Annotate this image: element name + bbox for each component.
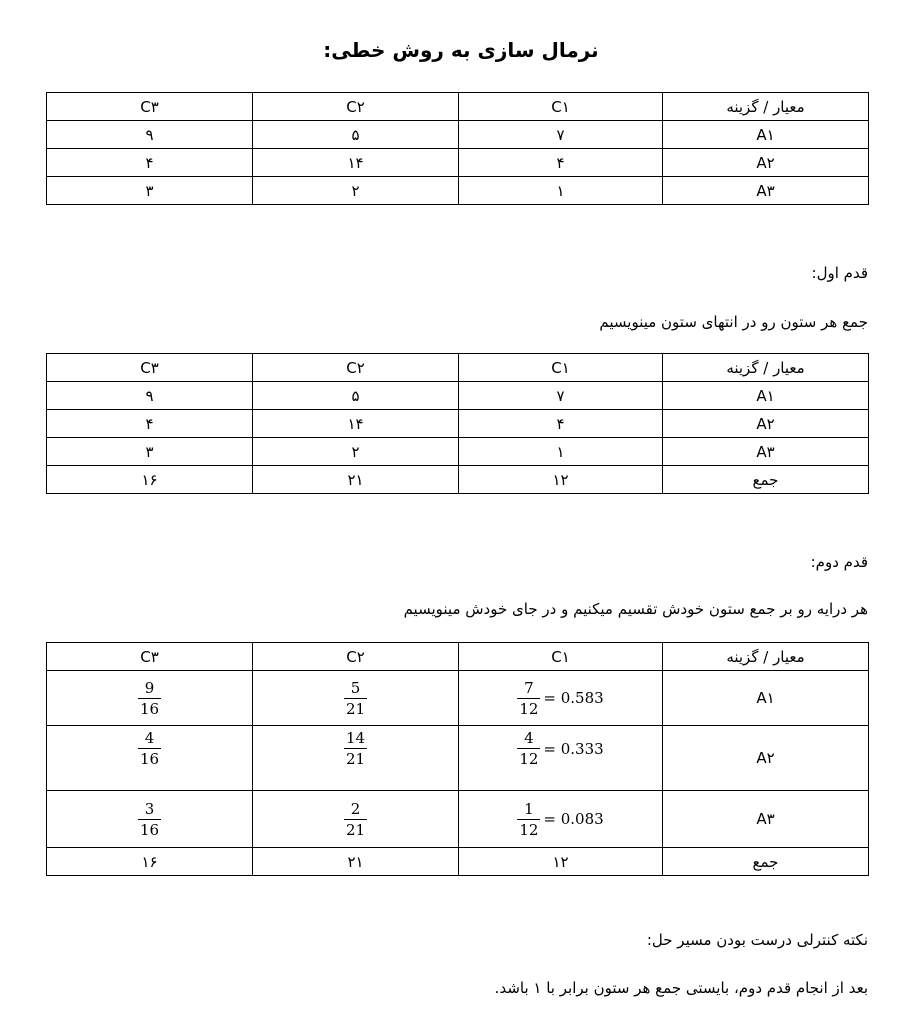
- fraction: [138, 678, 161, 719]
- header-c1: C۱: [459, 643, 663, 671]
- header-criteria-option: معیار / گزینه: [663, 93, 869, 121]
- values-table: [46, 92, 869, 205]
- row-label: A۲: [663, 149, 869, 177]
- table-row: [47, 791, 869, 848]
- header-c1: C۱: [459, 354, 663, 382]
- table-row: [47, 726, 869, 791]
- table-row: [47, 438, 869, 466]
- fraction: [344, 678, 367, 719]
- row-label: A۱: [663, 121, 869, 149]
- table-row: [47, 671, 869, 726]
- sum-row: [47, 466, 869, 494]
- table-header-row: [47, 643, 869, 671]
- cell-c1: [459, 726, 663, 791]
- cell-c1: ۷: [459, 382, 663, 410]
- row-label: A۳: [663, 438, 869, 466]
- denominator: 16: [139, 750, 160, 768]
- header-c3: C۳: [47, 354, 253, 382]
- row-label: A۲: [663, 410, 869, 438]
- cell-c3: [47, 791, 253, 848]
- cell-c2: ۱۴: [253, 410, 459, 438]
- cell-c3: ۱۶: [47, 466, 253, 494]
- numerator: 5: [344, 678, 367, 699]
- cell-c2: ۲: [253, 177, 459, 205]
- fraction: [517, 678, 540, 719]
- cell-c3: ۴: [47, 149, 253, 177]
- header-c3: C۳: [47, 93, 253, 121]
- cell-c2: ۱۴: [253, 149, 459, 177]
- step1-heading: قدم اول:: [811, 264, 868, 282]
- cell-c1: ۴: [459, 410, 663, 438]
- numerator: 3: [138, 799, 161, 820]
- table-row: [47, 177, 869, 205]
- cell-c2: ۵: [253, 382, 459, 410]
- table-row: [47, 149, 869, 177]
- table-row: [47, 382, 869, 410]
- denominator: 21: [345, 699, 366, 718]
- cell-c3: [47, 726, 253, 791]
- fraction: [344, 728, 367, 769]
- step2-text: هر درایه رو بر جمع ستون خودش تقسیم میکنیم و در جای خودش مینویسیم: [403, 600, 868, 618]
- fraction: [138, 728, 161, 769]
- numerator: 4: [138, 728, 161, 749]
- cell-c3: ۹: [47, 382, 253, 410]
- header-criteria-option: معیار / گزینه: [663, 643, 869, 671]
- fraction: [517, 728, 540, 769]
- cell-c2: [253, 726, 459, 791]
- step2-heading: قدم دوم:: [810, 553, 868, 571]
- row-label: A۳: [663, 177, 869, 205]
- row-label: جمع: [663, 848, 869, 876]
- cell-c3: ۴: [47, 410, 253, 438]
- row-label: A۲: [663, 726, 869, 791]
- row-label: A۱: [663, 671, 869, 726]
- denominator: 12: [519, 699, 539, 718]
- values-with-sum-table: [46, 353, 869, 494]
- header-c2: C۲: [253, 93, 459, 121]
- cell-c1: ۱۲: [459, 466, 663, 494]
- cell-c1: ۱: [459, 177, 663, 205]
- decimal-value: = 0.333: [543, 739, 604, 758]
- denominator: 12: [519, 750, 539, 768]
- note-text: بعد از انجام قدم دوم، بایستی جمع هر ستون برابر با ۱ باشد.: [494, 979, 868, 997]
- cell-c1: ۱: [459, 438, 663, 466]
- cell-c2: ۲۱: [253, 848, 459, 876]
- cell-c3: [47, 671, 253, 726]
- cell-c3: ۳: [47, 438, 253, 466]
- sum-row: [47, 848, 869, 876]
- fraction: [138, 799, 161, 840]
- normalized-table: [46, 642, 869, 876]
- row-label: A۳: [663, 791, 869, 848]
- denominator: 16: [139, 699, 160, 718]
- numerator: 7: [517, 678, 540, 699]
- decimal-value: = 0.083: [543, 810, 604, 828]
- numerator: 9: [138, 678, 161, 699]
- table-header-row: [47, 354, 869, 382]
- cell-c1: ۷: [459, 121, 663, 149]
- denominator: 21: [345, 750, 366, 768]
- cell-c1: [459, 791, 663, 848]
- table-header-row: [47, 93, 869, 121]
- header-c3: C۳: [47, 643, 253, 671]
- header-c2: C۲: [253, 643, 459, 671]
- table-row: [47, 410, 869, 438]
- note-heading: نکته کنترلی درست بودن مسیر حل:: [646, 931, 868, 949]
- fraction: [344, 799, 367, 840]
- cell-c1: ۱۲: [459, 848, 663, 876]
- denominator: 16: [139, 820, 160, 839]
- denominator: 21: [345, 820, 366, 839]
- row-label: A۱: [663, 382, 869, 410]
- cell-c2: ۲۱: [253, 466, 459, 494]
- page-title: نرمال سازی به روش خطی:: [323, 38, 599, 62]
- header-c2: C۲: [253, 354, 459, 382]
- fraction: [517, 799, 540, 840]
- numerator: 4: [517, 728, 540, 749]
- denominator: 12: [519, 820, 539, 839]
- numerator: 1: [517, 799, 540, 820]
- cell-c3: ۹: [47, 121, 253, 149]
- header-c1: C۱: [459, 93, 663, 121]
- numerator: 2: [344, 799, 367, 820]
- cell-c3: ۱۶: [47, 848, 253, 876]
- step1-text: جمع هر ستون رو در انتهای ستون مینویسیم: [599, 313, 868, 331]
- decimal-value: = 0.583: [543, 689, 604, 707]
- cell-c2: ۵: [253, 121, 459, 149]
- cell-c2: [253, 791, 459, 848]
- cell-c1: [459, 671, 663, 726]
- table-row: [47, 121, 869, 149]
- cell-c2: [253, 671, 459, 726]
- row-label: جمع: [663, 466, 869, 494]
- header-criteria-option: معیار / گزینه: [663, 354, 869, 382]
- cell-c2: ۲: [253, 438, 459, 466]
- cell-c1: ۴: [459, 149, 663, 177]
- numerator: 14: [345, 729, 366, 747]
- cell-c3: ۳: [47, 177, 253, 205]
